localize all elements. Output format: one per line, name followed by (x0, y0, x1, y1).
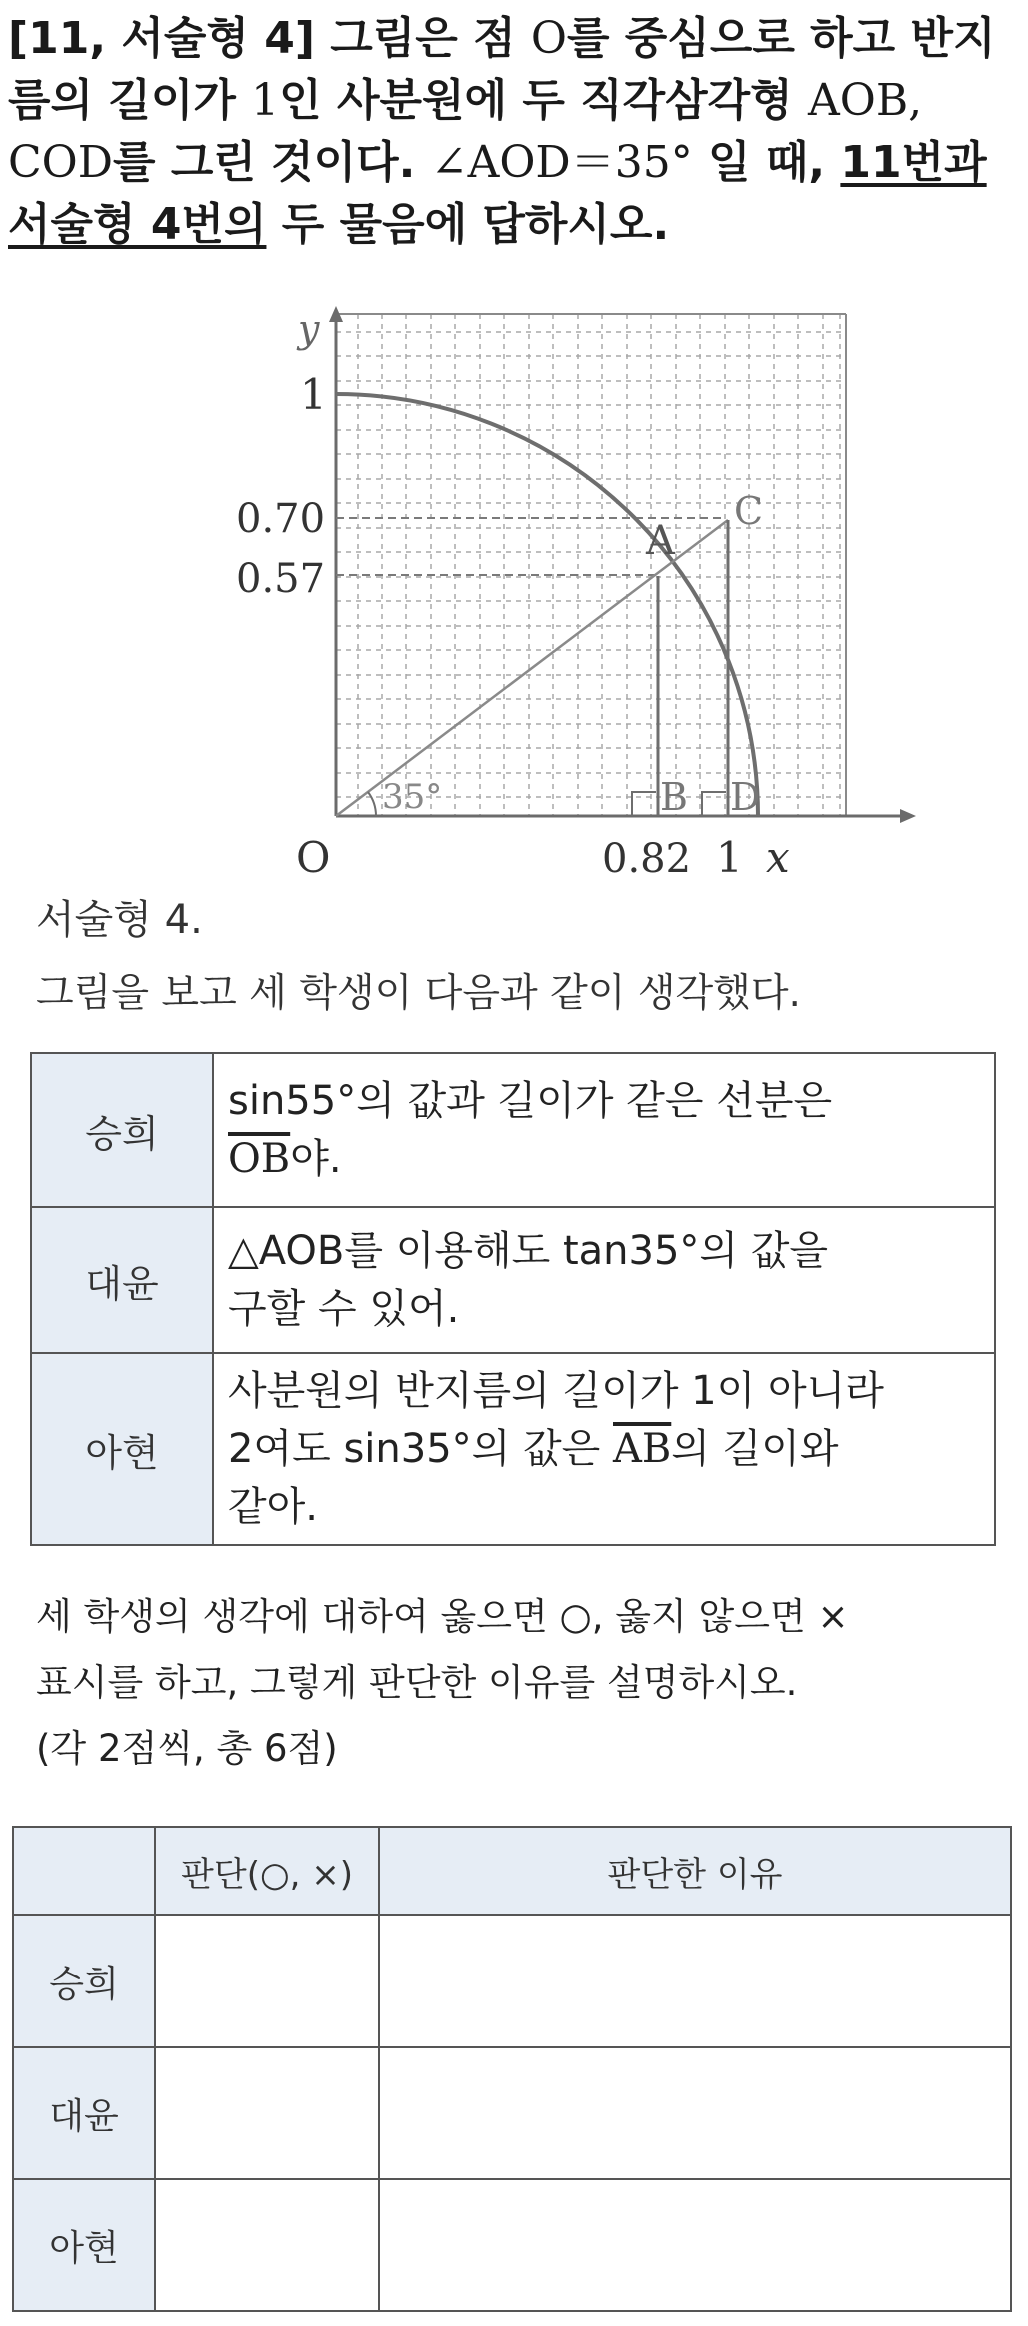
question-title: 서술형 4. (36, 897, 203, 943)
point-d-label: D (730, 775, 761, 819)
origin-label: O (296, 833, 331, 882)
tick-y-1: 1 (300, 370, 327, 419)
judgment-cell[interactable] (155, 2047, 379, 2179)
segment-ob: $\overline{OB}$ (228, 1136, 291, 1182)
grid (336, 314, 846, 816)
x-axis-arrow (900, 809, 916, 823)
reason-cell[interactable] (379, 1915, 1011, 2047)
answer-row-name: 승희 (13, 1915, 155, 2047)
intro-angle: ∠AOD＝35° (430, 137, 693, 188)
intro-part1: [11, 서술형 4] 그림은 점 (8, 13, 531, 64)
statement-row (31, 1353, 995, 1545)
answer-row (13, 1915, 1011, 2047)
tick-x-1: 1 (716, 833, 743, 882)
instruction-line: 세 학생의 생각에 대하여 옳으면 ○, 옳지 않으면 × (36, 1595, 849, 1638)
segment-oc (336, 520, 728, 816)
answer-row (13, 2179, 1011, 2311)
statement-line (228, 1130, 980, 1188)
angle-arc (368, 792, 376, 816)
statement-head: 2여도 sin35°의 값은 (228, 1426, 613, 1472)
statement-tail: 야. (290, 1136, 342, 1182)
point-c-label: C (734, 489, 764, 533)
statement-line: 구할 수 있어. (228, 1286, 460, 1332)
statement-row (31, 1053, 995, 1207)
right-angle-b (632, 792, 656, 816)
statement-line: 같아. (228, 1484, 318, 1530)
point-b-label: B (660, 775, 688, 819)
intro-underlined: 11번과 서술형 4번의 (8, 137, 987, 250)
statement-tail: 의 길이와 (671, 1426, 839, 1472)
tick-y-057: 0.57 (236, 556, 326, 602)
angle-label: 35° (382, 777, 443, 817)
statements-table (30, 1052, 996, 1546)
x-axis-label: x (766, 833, 790, 882)
point-a-label: A (646, 518, 675, 564)
grid-border (336, 314, 846, 816)
intro-part3: 인 사분원에 두 직각삼각형 (279, 75, 808, 126)
tick-x-082: 0.82 (602, 836, 692, 882)
y-axis-label: y (298, 307, 320, 351)
tick-y-070: 0.70 (236, 496, 326, 542)
student-name: 아현 (31, 1353, 213, 1545)
score-note: (각 2점씩, 총 6점) (36, 1727, 338, 1770)
judgment-cell[interactable] (155, 1915, 379, 2047)
student-name: 승희 (31, 1053, 213, 1207)
right-angle-d (702, 792, 726, 816)
figure-svg (0, 292, 1028, 882)
statement-line: sin55°의 값과 길이가 같은 선분은 (228, 1078, 833, 1124)
quarter-circle-figure (0, 292, 1028, 882)
answer-row-name: 대윤 (13, 2047, 155, 2179)
answer-header-row (13, 1827, 1011, 1915)
statement-line: 사분원의 반지름의 길이가 1이 아니라 (228, 1368, 884, 1414)
intro-part6: 두 물음에 답하시오. (266, 199, 670, 250)
segment-ab-arc: $\overline{AB}$ (613, 1426, 672, 1472)
intro-part4: 를 그린 것이다. (113, 137, 431, 188)
statement-line (228, 1420, 980, 1478)
statement-row (31, 1207, 995, 1353)
header-judgment: 판단(○, ×) (155, 1827, 379, 1915)
intro-triangles: AOB, COD (8, 75, 923, 188)
answer-table (12, 1826, 1012, 2312)
statement-text (213, 1053, 995, 1207)
reason-cell[interactable] (379, 2047, 1011, 2179)
student-name: 대윤 (31, 1207, 213, 1353)
reason-cell[interactable] (379, 2179, 1011, 2311)
statement-text (213, 1353, 995, 1545)
intro-radius: 1 (251, 75, 280, 126)
judgment-cell[interactable] (155, 2179, 379, 2311)
quarter-arc (336, 394, 758, 816)
statement-text (213, 1207, 995, 1353)
header-blank (13, 1827, 155, 1915)
answer-row (13, 2047, 1011, 2179)
intro-part2: 를 중심으로 하고 반지름의 길이가 (8, 13, 996, 126)
instruction-line: 표시를 하고, 그렇게 판단한 이유를 설명하시오. (36, 1661, 798, 1704)
statement-line: △AOB를 이용해도 tan35°의 값을 (228, 1228, 829, 1274)
intro-part5: 일 때, (692, 137, 841, 188)
header-reason: 판단한 이유 (379, 1827, 1011, 1915)
problem-intro (8, 8, 1018, 256)
intro-point-o: O (530, 13, 567, 64)
answer-row-name: 아현 (13, 2179, 155, 2311)
question-prompt: 그림을 보고 세 학생이 다음과 같이 생각했다. (36, 971, 801, 1016)
